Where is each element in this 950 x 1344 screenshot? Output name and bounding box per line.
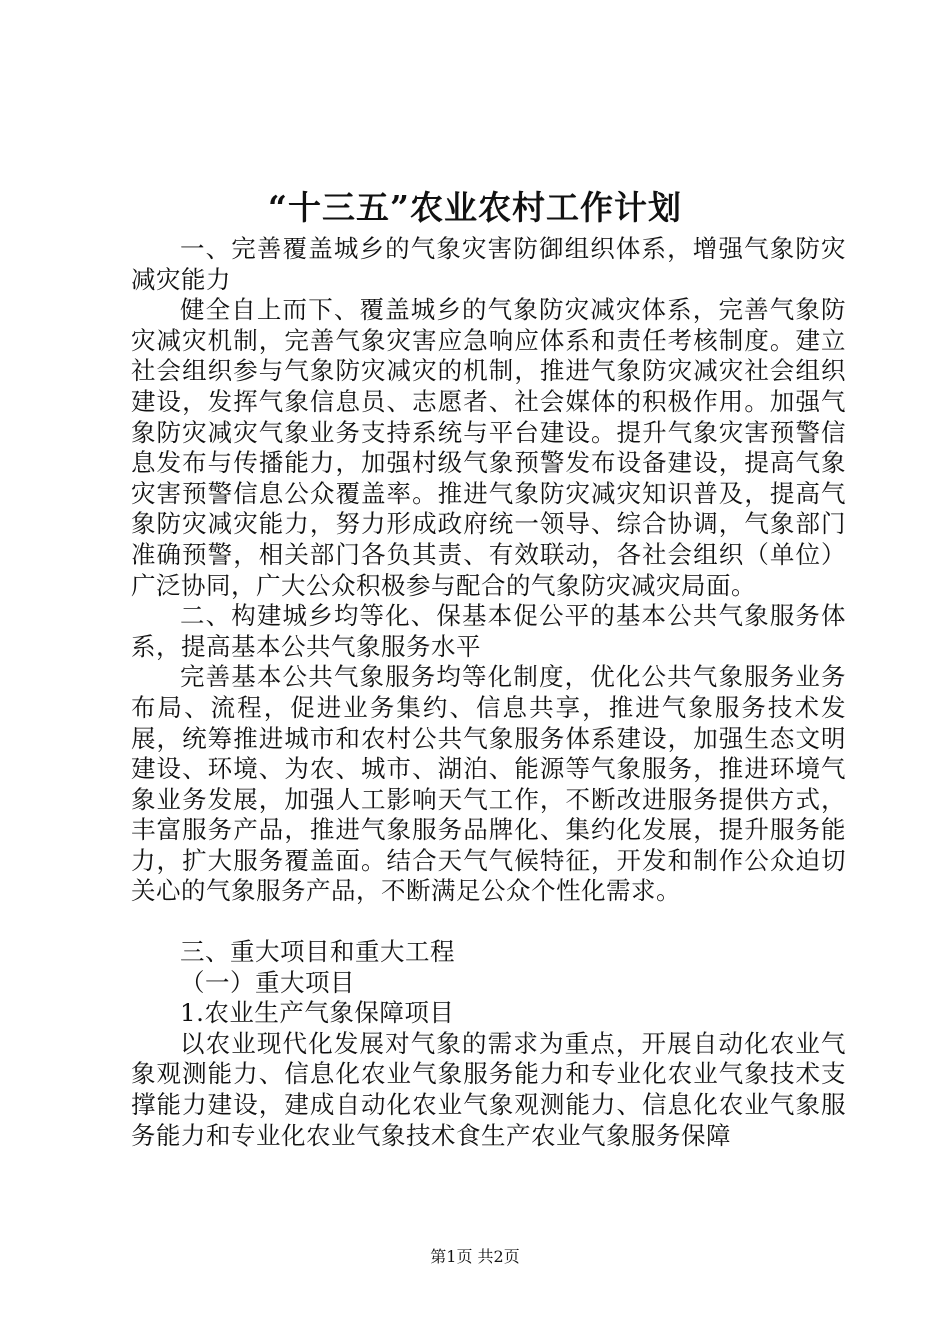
item-heading-1: 1.农业生产气象保障项目: [180, 998, 455, 1028]
section-heading-2: 二、构建城乡均等化、保基本促公平的基本公共气象服务体系，提高基本公共气象服务水平: [131, 601, 846, 661]
paragraph-3: 以农业现代化发展对气象的需求为重点，开展自动化农业气象观测能力、信息化农业气象服务能力和专业化农业气象技术支撑能力建设，建成自动化农业气象观测能力、信息化农业气象服务能力和专业化农业气象技术食生产农业气象服务保障: [131, 1028, 846, 1150]
section-heading-3: 三、重大项目和重大工程: [180, 937, 455, 967]
paragraph-1: 健全自上而下、覆盖城乡的气象防灾减灾体系，完善气象防灾减灾机制，完善气象灾害应急响应体系和责任考核制度。建立社会组织参与气象防灾减灾的机制，推进气象防灾减灾社会组织建设，发挥气象信息员、志愿者、社会媒体的积极作用。加强气象防灾减灾气象业务支持系统与平台建设。提升气象灾害预警信息发布与传播能力，加强村级气象预警发布设备建设，提高气象灾害预警信息公众覆盖率。推进气象防灾减灾知识普及，提高气象防灾减灾能力，努力形成政府统一领导、综合协调，气象部门准确预警，相关部门各负其责、有效联动，各社会组织（单位）广泛协同，广大公众积极参与配合的气象防灾减灾局面。: [131, 295, 846, 600]
document-body: [131, 234, 846, 1151]
subsection-heading-1: （一）重大项目: [180, 967, 355, 997]
page-footer: 第1页 共2页: [430, 1247, 520, 1266]
document-title: “十三五”农业农村工作计划: [268, 188, 682, 227]
section-heading-1: 一、完善覆盖城乡的气象灾害防御组织体系，增强气象防灾减灾能力: [131, 234, 846, 294]
paragraph-2: 完善基本公共气象服务均等化制度，优化公共气象服务业务布局、流程，促进业务集约、信息共享，推进气象服务技术发展，统筹推进城市和农村公共气象服务体系建设，加强生态文明建设、环境、为农、城市、湖泊、能源等气象服务，推进环境气象业务发展，加强人工影响天气工作，不断改进服务提供方式，丰富服务产品，推进气象服务品牌化、集约化发展，提升服务能力，扩大服务覆盖面。结合天气气候特征，开发和制作公众迫切关心的气象服务产品，不断满足公众个性化需求。: [131, 662, 846, 906]
